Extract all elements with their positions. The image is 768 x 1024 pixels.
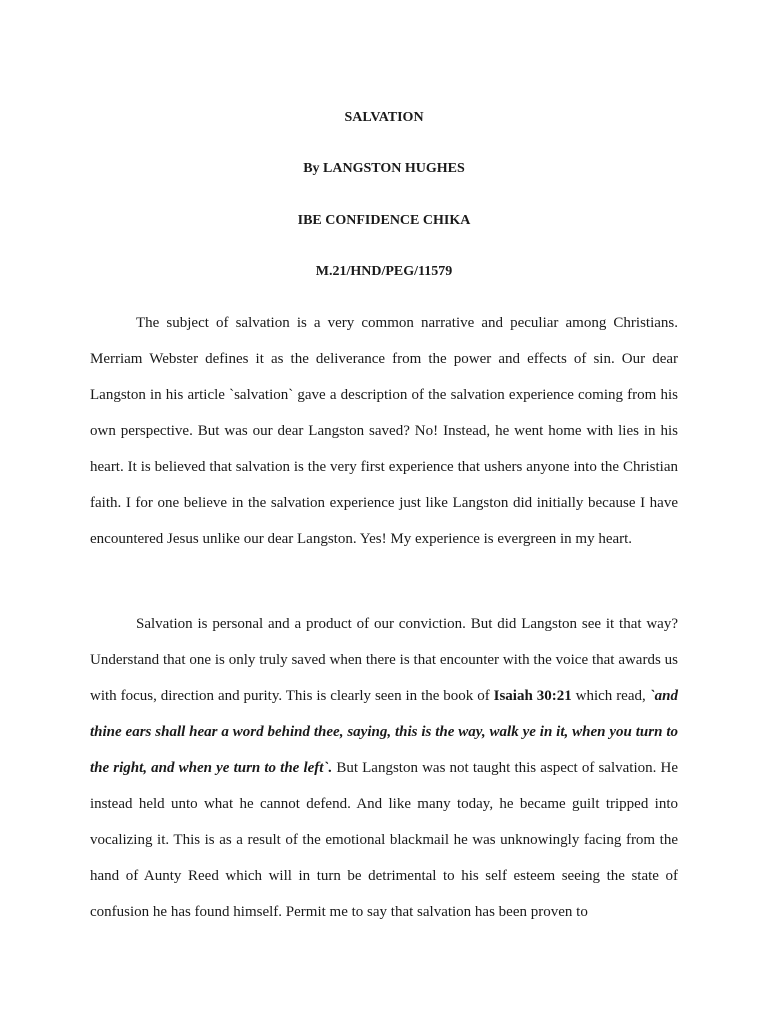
body-paragraph-2 (90, 606, 678, 930)
author-line: By LANGSTON HUGHES (303, 161, 465, 176)
scripture-quote: `and thine ears shall hear a word behind thee, saying, this is the way, walk ye in it, when you turn to the right, and when ye turn to the left`. (90, 688, 678, 776)
paragraph-2-text-before: Salvation is personal and a product of our conviction. But did Langston see it that way? Understand that one is only truly saved when there is that encounter with the voice that awards us with focus, direction and purity. This is clearly seen in the book of (90, 616, 678, 704)
body-paragraph-1: The subject of salvation is a very common narrative and peculiar among Christians. Merriam Webster defines it as the deliverance from the power and effects of sin. Our dear Langston in his article `salvation` gave a description of the salvation experience coming from his own perspective. But was our dear Langston saved? No! Instead, he went home with lies in his heart. It is believed that salvation is the very first experience that ushers anyone into the Christian faith. I for one believe in the salvation experience just like Langston did initially because I have encountered Jesus unlike our dear Langston. Yes! My experience is evergreen in my heart. (90, 315, 678, 547)
document-title: SALVATION (344, 110, 424, 125)
bible-reference: Isaiah 30:21 (493, 688, 572, 704)
paragraph-2-text-middle: which read, (571, 688, 650, 704)
student-name: IBE CONFIDENCE CHIKA (297, 213, 471, 228)
paragraph-2-text-after: But Langston was not taught this aspect of salvation. He instead held unto what he cannot defend. And like many today, he became guilt tripped into vocalizing it. This is as a result of the emotional blackmail he was unknowingly facing from the hand of Aunty Reed which will in turn be detrimental to his self esteem seeing the state of confusion he has found himself. Permit me to say that salvation has been proven to (90, 760, 678, 920)
matric-number: M.21/HND/PEG/11579 (315, 264, 453, 279)
document-page (90, 0, 678, 1024)
